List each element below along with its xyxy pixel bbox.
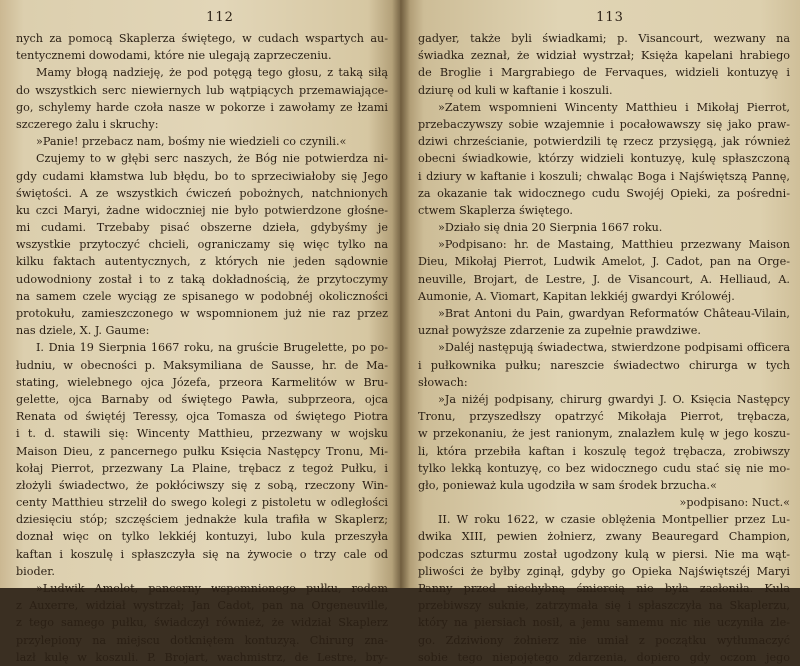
text-line: »Daléj następują świadectwa, stwierdzone podpisami officera: [438, 341, 790, 355]
text-line: wszystkie przytoczyć chcieli, ograniczamy się więc tylko na: [16, 238, 388, 252]
text-line: z tego samego pułku, świadczył również, że widział Skaplerz: [16, 616, 388, 630]
text-line: kilku faktach autentycznych, z których nie jeden sądownie: [16, 255, 388, 269]
text-line: świadka zeznał, że widział wystrzał; Księża kapelani hrabiego: [418, 49, 790, 63]
text-line: Tronu, przyszedłszy opatrzyć Mikołaja Pierrot, trębacza,: [418, 410, 790, 424]
left-page: [0, 0, 400, 664]
text-line: Renata od świętéj Teressy, ojca Tomasza od świętego Piotra: [16, 410, 388, 424]
text-line: dziurę od kuli w kaftanie i koszuli.: [418, 83, 613, 97]
text-line: Aumonie, A. Viomart, Kapitan lekkiéj gwardyi Królowéj.: [418, 289, 735, 303]
text-line: Panny przed niechybną śmiercią nie była zasłoniła. Kula: [418, 582, 790, 595]
text-line: kołaj Pierrot, przezwany La Plaine, trębacz z tegoż Pułku, i: [16, 461, 388, 475]
text-line: protokułu, zamieszczonego w wspomnionem już nie raz przez: [16, 307, 388, 320]
text-line: go. Zdziwiony żołnierz nie umiał z początku wytłumaczyć: [418, 633, 790, 647]
text-line: »Ja niżéj podpisany, chirurg gwardyi J. O. Księcia Następcy: [438, 392, 790, 406]
text-line: gelette, ojca Barnaby od świętego Pawła, subprzeora, ojca: [16, 392, 388, 406]
text-line: kaftan i koszulę i spłaszczyła się na żywocie o trzy cale od: [16, 547, 388, 561]
text-line: Maison Dieu, z pancernego pułku Księcia Następcy Tronu, Mi-: [16, 444, 388, 458]
text-line: gadyer, także byli świadkami; p. Visancourt, wezwany na: [418, 32, 790, 45]
text-line: ctwem Skaplerza świętego.: [418, 203, 573, 217]
text-line: dziwi chrześcianie, potwierdzili tę rzecz przysięgą, jak również: [418, 135, 790, 149]
text-line: »Działo się dnia 20 Sierpnia 1667 roku.: [438, 221, 663, 235]
text-line: w przekonaniu, że jest ranionym, znalazłem kulę w jego koszu-: [418, 427, 790, 441]
text-line: i t. d. stawili się: Wincenty Matthieu, przezwany w wojsku: [16, 427, 388, 441]
text-line: »Brat Antoni du Pain, gwardyan Reformatów Château-Vilain,: [438, 307, 790, 320]
text-line: uznał powyższe zdarzenie za zupełnie prawdziwe.: [418, 324, 701, 338]
text-line: centy Matthieu strzelił do swego kolegi z pistoletu w odległości: [16, 496, 388, 510]
text-line: »Podpisano: hr. de Mastaing, Matthieu przezwany Maison: [438, 238, 790, 252]
text-line: gdy cudami kłamstwa lub błędu, bo to sprzeciwiałoby się Jego: [16, 169, 388, 183]
text-line: ku czci Maryi, żadne widoczniej nie było potwierdzone głośne-: [16, 203, 388, 217]
text-line: który na piersiach nosił, a jemu samemu nic nie uczyniła zle-: [418, 616, 790, 630]
text-line: przebaczywszy sobie wzajemnie i pocałowawszy się jako praw-: [418, 117, 790, 131]
text-line: dziesięciu stóp; szczęściem jednakże kula trafiła w Skaplerz;: [16, 513, 388, 527]
text-line: i dziury w kaftanie i koszuli; chwaląc Boga i Najświętszą Pannę,: [418, 169, 790, 183]
text-line: podczas szturmu został ugodzony kulą w piersi. Nie ma wąt-: [418, 547, 790, 561]
text-line: tentycznemi dowodami, które nie ulegają zaprzeczeniu.: [16, 49, 332, 63]
text-line: za okazanie tak widocznego cudu Swojéj Opieki, za pośredni-: [418, 186, 790, 200]
text-line: »podpisano: Nuct.«: [679, 496, 790, 510]
text-line: dwika XIII, pewien żołnierz, zwany Beauregard Champion,: [418, 530, 790, 544]
text-line: do wszystkich serc niewiernych lub wątpiących przemawiające-: [16, 83, 388, 97]
text-line: gło, ponieważ kula ugodziła w sam środek brzucha.«: [418, 478, 717, 492]
text-line: li, która przebiła kaftan i koszulę tegoż trębacza, zrobiwszy: [418, 444, 790, 458]
text-line: doznał więc on tylko lekkiéj kontuzyi, lubo kula przeszyła: [16, 530, 388, 544]
text-line: bioder.: [16, 564, 55, 578]
text-line: stating, wielebnego ojca Józefa, przeora Karmelitów w Bru-: [16, 375, 388, 389]
text-line: Czujemy to w głębi serc naszych, że Bóg nie potwierdza ni-: [36, 152, 388, 166]
text-line: II. W roku 1622, w czasie oblężenia Montpellier przez Lu-: [438, 513, 790, 527]
text-line: mi cudami. Trzebaby pisać obszerne dzieła, gdybyśmy je: [16, 221, 388, 235]
text-line: pliwości że byłby zginął, gdyby go Opieka Najświętszéj Maryi: [418, 564, 790, 578]
text-line: sobie tego niepojętego zdarzenia, dopiero gdy oczom jego: [418, 650, 790, 664]
text-line: świętości. A ze wszystkich ćwiczeń pobożnych, natchnionych: [16, 186, 388, 200]
right-page-text: [418, 30, 790, 666]
text-line: nas dziele, X. J. Gaume:: [16, 324, 150, 338]
text-line: »Ludwik Amelot, pancerny wspomnionego pułku, rodem: [36, 582, 388, 595]
text-line: udowodniony został i to z taką dokładnością, że przytoczymy: [16, 272, 388, 286]
text-line: I. Dnia 19 Sierpnia 1667 roku, na gruście Brugelette, po po-: [36, 341, 388, 355]
text-line: nych za pomocą Skaplerza świętego, w cudach wspartych au-: [16, 32, 388, 45]
text-line: łudniu, w obecności p. Maksymiliana de Sausse, hr. de Ma-: [16, 358, 388, 372]
text-line: Mamy błogą nadzieję, że pod potęgą tego głosu, z taką siłą: [36, 66, 388, 80]
text-line: »Zatem wspomnieni Wincenty Matthieu i Mikołaj Pierrot,: [438, 100, 790, 114]
text-line: Dieu, Mikołaj Pierrot, Ludwik Amelot, J. Cadot, pan na Orge-: [418, 255, 790, 269]
text-line: z Auxerre, widział wystrzał; Jan Cadot, pan na Orgeneuville,: [16, 599, 388, 613]
text-line: neuville, Brojart, de Lestre, J. de Visancourt, A. Helliaud, A.: [418, 272, 790, 286]
text-line: lazł kulę w koszuli. P. Brojart, wachmistrz, de Lestre, bry-: [16, 650, 388, 664]
text-line: »Panie! przebacz nam, bośmy nie wiedzieli co czynili.«: [36, 135, 347, 149]
text-line: tylko lekką kontuzyę, co bez widocznego cudu stać się nie mo-: [418, 461, 790, 475]
book-gutter: [392, 0, 410, 588]
text-line: go, schylemy harde czoła nasze w pokorze i zawołamy ze łzami: [16, 100, 388, 114]
text-line: na samem czele wyciąg ze spisanego w podobnéj okoliczności: [16, 289, 388, 303]
left-page-text: [16, 30, 388, 666]
text-line: i pułkownika pułku; nareszcie świadectwo chirurga w tych: [418, 358, 790, 372]
text-line: szczerego żalu i skruchy:: [16, 117, 159, 131]
text-line: de Broglie i Margrabiego de Fervaques, widzieli kontuzyę i: [418, 66, 790, 80]
page-number-right: 113: [596, 10, 624, 25]
text-line: przebiwszy suknie, zatrzymała się i spłaszczyła na Skaplerzu,: [418, 599, 790, 613]
text-line: przylepiony na miejscu dotkniętem kontuzyą. Chirurg zna-: [16, 633, 388, 647]
text-line: obecni świadkowie, którzy widzieli kontuzyę, kulę spłaszczoną: [418, 152, 790, 166]
page-number-left: 112: [206, 10, 234, 25]
text-line: słowach:: [418, 375, 468, 389]
right-page: [400, 0, 800, 664]
text-line: złożyli świadectwo, że pokłóciwszy się z sobą, rzeczony Win-: [16, 478, 388, 492]
